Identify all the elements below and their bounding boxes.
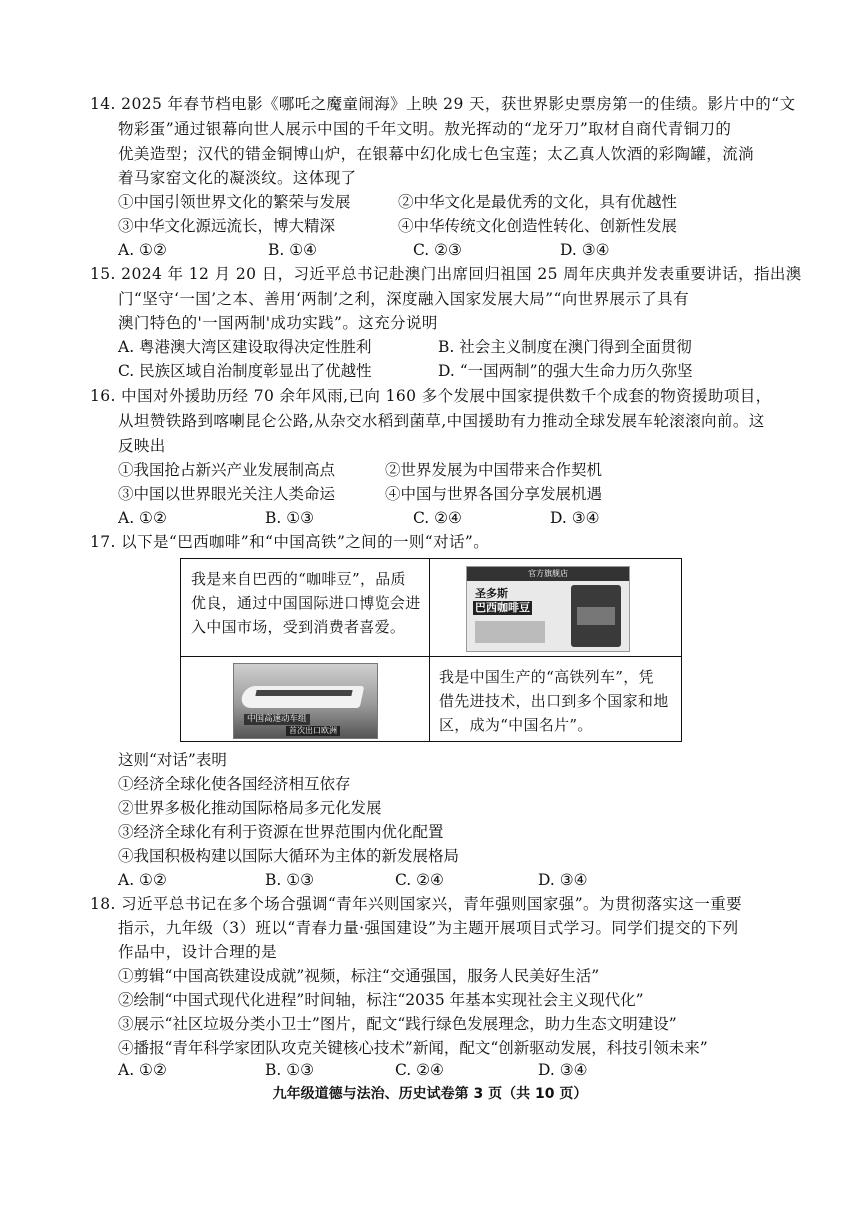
q16-choice-a: A. ①② bbox=[118, 509, 167, 527]
train-image bbox=[233, 663, 378, 739]
q17-item-4: ④我国积极构建以国际大循环为主体的新发展格局 bbox=[118, 847, 460, 865]
table-divider-horizontal bbox=[181, 656, 681, 657]
page-footer: 九年级道德与法治、历史试卷第 3 页（共 10 页） bbox=[272, 1086, 588, 1102]
q15-stem-line-1: 15. 2024 年 12 月 20 日，习近平总书记赴澳门出席回归祖国 25 周年庆典并发表重要讲话，指出澳 bbox=[90, 265, 802, 283]
q17-choice-a: A. ①② bbox=[118, 871, 167, 889]
q15-choice-b: B. 社会主义制度在澳门得到全面贯彻 bbox=[438, 338, 692, 356]
q16-stem-line-2: 从坦赞铁路到喀喇昆仑公路,从杂交水稻到菌草,中国援助有力推动全球发展车轮滚滚向前。这 bbox=[118, 412, 765, 430]
train-text-1: 我是中国生产的“高铁列车”，凭 bbox=[439, 668, 654, 686]
coffee-text-3: 入中国市场，受到消费者喜爱。 bbox=[191, 618, 406, 636]
q17-stem: 17. 以下是“巴西咖啡”和“中国高铁”之间的一则“对话”。 bbox=[90, 533, 490, 551]
q17-choice-b: B. ①③ bbox=[265, 871, 315, 889]
q17-item-1: ①经济全球化使各国经济相互依存 bbox=[118, 775, 351, 793]
q15-choice-d: D. “一国两制”的强大生命力历久弥坚 bbox=[438, 362, 693, 380]
q18-item-2: ②绘制“中国式现代化进程”时间轴，标注“2035 年基本实现社会主义现代化” bbox=[118, 991, 644, 1009]
q18-stem-line-3: 作品中，设计合理的是 bbox=[118, 943, 278, 961]
q18-choice-c: C. ②④ bbox=[395, 1061, 444, 1079]
q15-stem-line-2: 门“坚守‘一国’之本、善用‘两制’之利，深度融入国家发展大局”“向世界展示了具有 bbox=[118, 290, 689, 308]
q18-stem-line-2: 指示，九年级（3）班以“青春力量·强国建设”为主题开展项目式学习。同学们提交的下列 bbox=[118, 919, 739, 937]
q14-stem-line-4: 着马家窑文化的凝淡纹。这体现了 bbox=[118, 169, 357, 187]
q14-stem-line-2: 物彩蛋”通过银幕向世人展示中国的千年文明。敖光挥动的“龙牙刀”取材自商代青铜刀的 bbox=[118, 120, 732, 138]
q17-after-text: 这则“对话”表明 bbox=[118, 751, 227, 769]
q16-choice-c: C. ②④ bbox=[413, 509, 462, 527]
coffee-image-product: 巴西咖啡豆 bbox=[475, 601, 530, 614]
q14-item-3: ③中华文化源远流长，博大精深 bbox=[118, 217, 336, 235]
q16-item-3: ③中国以世界眼光关注人类命运 bbox=[118, 485, 336, 503]
q16-stem-line-3: 反映出 bbox=[118, 437, 166, 455]
q18-choice-d: D. ③④ bbox=[538, 1061, 588, 1079]
coffee-product-image bbox=[466, 566, 630, 652]
q17-item-3: ③经济全球化有利于资源在世界范围内优化配置 bbox=[118, 823, 444, 841]
coffee-bag-graphic bbox=[571, 585, 621, 647]
q18-item-1: ①剪辑“中国高铁建设成就”视频，标注“交通强国，服务人民美好生活” bbox=[118, 967, 600, 985]
coffee-image-banner: 官方旗舰店 bbox=[467, 567, 629, 581]
q14-choice-a: A. ①② bbox=[118, 241, 167, 259]
q14-item-4: ④中华传统文化创造性转化、创新性发展 bbox=[398, 217, 678, 235]
coffee-text-2: 优良，通过中国国际进口博览会进 bbox=[191, 594, 421, 612]
q16-choice-d: D. ③④ bbox=[550, 509, 600, 527]
q16-choice-b: B. ①③ bbox=[265, 509, 315, 527]
table-divider-vertical bbox=[429, 559, 430, 741]
train-windows-graphic bbox=[255, 690, 352, 696]
q14-stem-line-1: 14. 2025 年春节档电影《哪吒之魔童闹海》上映 29 天，获世界影史票房第一的佳绩。影片中的“文 bbox=[90, 95, 796, 113]
q14-item-2: ②中华文化是最优秀的文化，具有优越性 bbox=[398, 193, 678, 211]
coffee-image-detail bbox=[475, 621, 545, 643]
q16-item-1: ①我国抢占新兴产业发展制高点 bbox=[118, 461, 336, 479]
coffee-image-brand: 圣多斯 bbox=[475, 587, 508, 600]
q14-item-1: ①中国引领世界文化的繁荣与发展 bbox=[118, 193, 351, 211]
q14-choice-b: B. ①④ bbox=[268, 241, 318, 259]
q14-stem-line-3: 优美造型；汉代的错金铜博山炉，在银幕中幻化成七色宝莲；太乙真人饮酒的彩陶罐，流淌 bbox=[118, 145, 755, 163]
train-image-caption-2: 首次出口欧洲 bbox=[286, 726, 340, 736]
train-text-3: 区，成为“中国名片”。 bbox=[439, 716, 593, 734]
q14-choice-c: C. ②③ bbox=[413, 241, 462, 259]
q15-stem-line-3: 澳门特色的'一国两制'成功实践”。这充分说明 bbox=[118, 314, 438, 332]
q18-choice-a: A. ①② bbox=[118, 1061, 167, 1079]
q16-stem-line-1: 16. 中国对外援助历经 70 余年风雨,已向 160 多个发展中国家提供数千个成套的物资援助项目， bbox=[90, 387, 772, 405]
coffee-text-1: 我是来自巴西的“咖啡豆”，品质 bbox=[191, 570, 406, 588]
q17-item-2: ②世界多极化推动国际格局多元化发展 bbox=[118, 799, 382, 817]
q17-choice-c: C. ②④ bbox=[395, 871, 444, 889]
q16-item-4: ④中国与世界各国分享发展机遇 bbox=[385, 485, 603, 503]
q18-item-3: ③展示“社区垃圾分类小卫士”图片，配文“践行绿色发展理念，助力生态文明建设” bbox=[118, 1015, 677, 1033]
q18-item-4: ④播报“青年科学家团队攻克关键核心技术”新闻，配文“创新驱动发展，科技引领未来” bbox=[118, 1039, 708, 1057]
q15-choice-c: C. 民族区域自治制度彰显出了优越性 bbox=[118, 362, 372, 380]
train-image-caption-1: 中国高速动车组 bbox=[244, 714, 310, 725]
q16-item-2: ②世界发展为中国带来合作契机 bbox=[385, 461, 603, 479]
q14-choice-d: D. ③④ bbox=[560, 241, 610, 259]
q17-choice-d: D. ③④ bbox=[538, 871, 588, 889]
q15-choice-a: A. 粤港澳大湾区建设取得决定性胜利 bbox=[118, 338, 372, 356]
q18-choice-b: B. ①③ bbox=[265, 1061, 315, 1079]
q18-stem-line-1: 18. 习近平总书记在多个场合强调“青年兴则国家兴，青年强则国家强”。为贯彻落实这一重要 bbox=[90, 895, 743, 913]
train-text-2: 借先进技术，出口到多个国家和地 bbox=[439, 692, 669, 710]
dialogue-table bbox=[180, 558, 682, 742]
